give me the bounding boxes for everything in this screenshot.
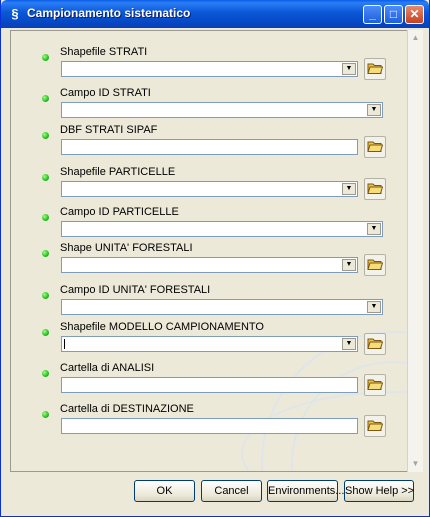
open-folder-icon	[367, 61, 383, 78]
required-indicator-icon	[42, 132, 49, 139]
parameter-label: Campo ID STRATI	[60, 87, 151, 99]
text-caret	[64, 339, 65, 349]
parameter-label: Campo ID UNITA' FORESTALI	[60, 284, 211, 296]
show-help-button[interactable]: Show Help >>	[344, 480, 414, 502]
open-folder-icon	[367, 257, 383, 274]
parameter-label: Cartella di DESTINAZIONE	[60, 403, 194, 415]
parameter-dropdown[interactable]	[61, 299, 383, 315]
required-indicator-icon	[42, 370, 49, 377]
required-indicator-icon	[42, 54, 49, 61]
required-indicator-icon	[42, 411, 49, 418]
scroll-up-arrow-icon[interactable]: ▲	[411, 33, 420, 42]
parameter-label: Cartella di ANALISI	[60, 362, 155, 374]
chevron-down-icon[interactable]: ▼	[367, 104, 381, 116]
parameter-text-field[interactable]	[61, 377, 358, 393]
parameter-dropdown[interactable]	[61, 102, 383, 118]
parameter-text-field[interactable]	[61, 139, 358, 155]
chevron-down-icon[interactable]: ▼	[342, 183, 356, 195]
ok-button[interactable]: OK	[134, 480, 195, 502]
browse-button[interactable]	[364, 254, 386, 276]
minimize-button[interactable]: _	[363, 5, 382, 24]
scroll-down-arrow-icon[interactable]: ▼	[411, 459, 420, 468]
parameter-row	[11, 399, 407, 439]
browse-button[interactable]	[364, 136, 386, 158]
parameter-row	[11, 280, 407, 320]
chevron-down-icon[interactable]: ▼	[367, 223, 381, 235]
parameter-label: Campo ID PARTICELLE	[60, 206, 179, 218]
parameter-dropdown[interactable]	[61, 336, 358, 352]
parameter-label: Shape UNITA' FORESTALI	[60, 242, 193, 254]
parameter-dropdown[interactable]	[61, 181, 358, 197]
open-folder-icon	[367, 181, 383, 198]
title-bar[interactable]	[1, 0, 429, 28]
open-folder-icon	[367, 418, 383, 435]
browse-button[interactable]	[364, 374, 386, 396]
parameter-row	[11, 83, 407, 123]
parameter-text-field[interactable]	[61, 418, 358, 434]
required-indicator-icon	[42, 174, 49, 181]
chevron-down-icon[interactable]: ▼	[342, 259, 356, 271]
parameter-row	[11, 42, 407, 82]
maximize-button[interactable]: □	[384, 5, 403, 24]
required-indicator-icon	[42, 292, 49, 299]
parameter-label: Shapefile STRATI	[60, 46, 148, 58]
parameter-row	[11, 202, 407, 242]
required-indicator-icon	[42, 95, 49, 102]
chevron-down-icon[interactable]: ▼	[342, 63, 356, 75]
required-indicator-icon	[42, 329, 49, 336]
parameter-dropdown[interactable]	[61, 257, 358, 273]
parameter-label: Shapefile MODELLO CAMPIONAMENTO	[60, 321, 264, 333]
chevron-down-icon[interactable]: ▼	[342, 338, 356, 350]
open-folder-icon	[367, 336, 383, 353]
open-folder-icon	[367, 377, 383, 394]
parameter-row	[11, 162, 407, 202]
parameter-label: Shapefile PARTICELLE	[60, 166, 176, 178]
browse-button[interactable]	[364, 178, 386, 200]
required-indicator-icon	[42, 250, 49, 257]
parameter-label: DBF STRATI SIPAF	[60, 124, 158, 136]
open-folder-icon	[367, 139, 383, 156]
parameter-row	[11, 317, 407, 357]
window-title: Campionamento sistematico	[27, 6, 191, 20]
vertical-scrollbar[interactable]	[407, 30, 423, 472]
close-button[interactable]: ✕	[405, 5, 424, 24]
parameters-panel	[10, 30, 408, 472]
parameter-row	[11, 358, 407, 398]
parameter-row	[11, 238, 407, 278]
script-tool-icon: §	[11, 6, 19, 21]
browse-button[interactable]	[364, 415, 386, 437]
required-indicator-icon	[42, 214, 49, 221]
browse-button[interactable]	[364, 58, 386, 80]
parameter-dropdown[interactable]	[61, 61, 358, 77]
chevron-down-icon[interactable]: ▼	[367, 301, 381, 313]
parameter-dropdown[interactable]	[61, 221, 383, 237]
environments-button[interactable]: Environments...	[267, 480, 338, 502]
cancel-button[interactable]: Cancel	[201, 480, 262, 502]
browse-button[interactable]	[364, 333, 386, 355]
parameter-row	[11, 120, 407, 160]
